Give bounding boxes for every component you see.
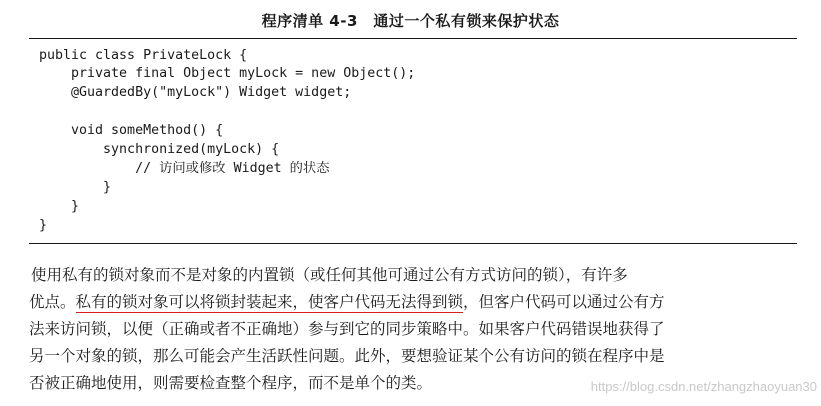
code-line-3: @GuardedBy("myLock") Widget widget; [39,85,352,100]
paragraph-line-2-tail: ，但客户代码可以通过公有方 [463,293,665,311]
code-line-9: } [39,199,80,214]
code-line-1: public class PrivateLock { [39,48,248,63]
paragraph-line-2-lead: 优点。 [29,293,76,311]
paragraph-line-5: 否被正确地使用，则需要检查整个程序，而不是单个的类。 [29,374,433,392]
code-line-7: // 访问或修改 Widget 的状态 [39,161,330,176]
code-line-10: } [39,218,48,233]
listing-title: 程序清单 4-3 通过一个私有锁来保护状态 [261,12,560,30]
code-line-8: } [39,180,112,195]
source-watermark: https://blog.csdn.net/zhangzhaoyuan30 [590,379,817,394]
bottom-rule-divider [29,243,797,244]
code-line-2: private final Object myLock = new Object(); [39,66,416,81]
red-underlined-phrase: 私有的锁对象可以将锁封装起来，使客户代码无法得到锁 [75,293,464,311]
paragraph-line-3: 法来访问锁，以便（正确或者不正确地）参与到它的同步策略中。如果客户代码错误地获得了 [29,320,665,338]
paragraph-line-2 [29,289,665,315]
code-line-5: void someMethod() { [39,123,224,138]
top-rule-divider [29,38,797,39]
paragraph-line-1: 使用私有的锁对象而不是对象的内置锁（或任何其他可通过公有方式访问的锁），有许多 [31,266,628,284]
paragraph-line-4: 另一个对象的锁，那么可能会产生活跃性问题。此外，要想验证某个公有访问的锁在程序中是 [29,347,665,365]
code-line-6: synchronized(myLock) { [39,142,280,157]
